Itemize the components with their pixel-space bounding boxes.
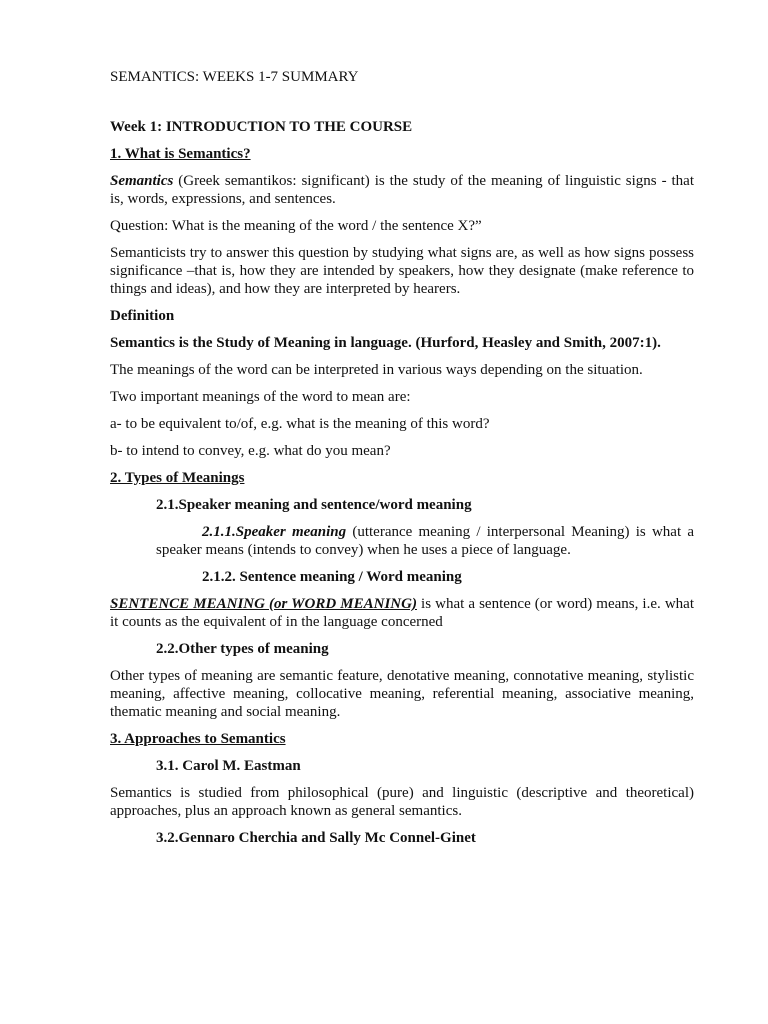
sentence-meaning-term: SENTENCE MEANING (or WORD MEANING) — [110, 596, 417, 612]
semanticists-paragraph: Semanticists try to answer this question by studying what signs are, as well as how signs possess significance –that is, how they are intended by speakers, how they designate (make reference to things and ideas), and how they are interpreted by hearers. — [110, 245, 694, 297]
document-title: SEMANTICS: WEEKS 1-7 SUMMARY — [110, 69, 359, 85]
section2-heading: 2. Types of Meanings — [110, 470, 245, 486]
question-paragraph: Question: What is the meaning of the word / the sentence X?” — [110, 218, 482, 234]
eastman-paragraph: Semantics is studied from philosophical (pure) and linguistic (descriptive and theoretical) approaches, plus an approach known as general semantics. — [110, 785, 694, 819]
section1-heading: 1. What is Semantics? — [110, 146, 251, 162]
meanings-paragraph: The meanings of the word can be interpreted in various ways depending on the situation. — [110, 362, 643, 378]
sentence-meaning-text: is what a sentence (or word) means, i.e. what it counts as the equivalent of in the language concerned — [110, 596, 695, 630]
section2-2-heading: 2.2.Other types of meaning — [156, 641, 329, 657]
semantics-definition-text: (Greek semantikos: significant) is the study of the meaning of linguistic signs - that is, words, expressions, and sentences. — [110, 173, 694, 207]
sentence-meaning-paragraph — [110, 595, 694, 631]
speaker-meaning-text: (utterance meaning / interpersonal Meaning) is what a speaker means (intends to convey) when he uses a piece of language. — [156, 524, 694, 558]
speaker-meaning-paragraph — [110, 523, 694, 559]
semantics-definition-paragraph — [110, 172, 694, 208]
list-item-a: a- to be equivalent to/of, e.g. what is the meaning of this word? — [110, 416, 490, 432]
two-meanings-paragraph: Two important meanings of the word to mean are: — [110, 389, 411, 405]
section2-1-2-heading: 2.1.2. Sentence meaning / Word meaning — [202, 569, 462, 585]
document-page — [110, 68, 694, 856]
semantics-term: Semantics — [110, 173, 174, 189]
list-item-b: b- to intend to convey, e.g. what do you mean? — [110, 443, 391, 459]
section3-heading: 3. Approaches to Semantics — [110, 731, 286, 747]
section3-1-heading: 3.1. Carol M. Eastman — [156, 758, 301, 774]
speaker-meaning-term: 2.1.1.Speaker meaning — [202, 524, 347, 540]
section2-1-heading: 2.1.Speaker meaning and sentence/word meaning — [156, 497, 472, 513]
week1-heading: Week 1: INTRODUCTION TO THE COURSE — [110, 119, 413, 135]
other-types-paragraph: Other types of meaning are semantic feature, denotative meaning, connotative meaning, stylistic meaning, affective meaning, collocative meaning, referential meaning, associative meaning, thematic meaning and social meaning. — [110, 668, 694, 720]
section3-2-heading: 3.2.Gennaro Cherchia and Sally Mc Connel-Ginet — [156, 830, 476, 846]
definition-text: Semantics is the Study of Meaning in language. (Hurford, Heasley and Smith, 2007:1). — [110, 335, 661, 351]
definition-heading: Definition — [110, 308, 175, 324]
